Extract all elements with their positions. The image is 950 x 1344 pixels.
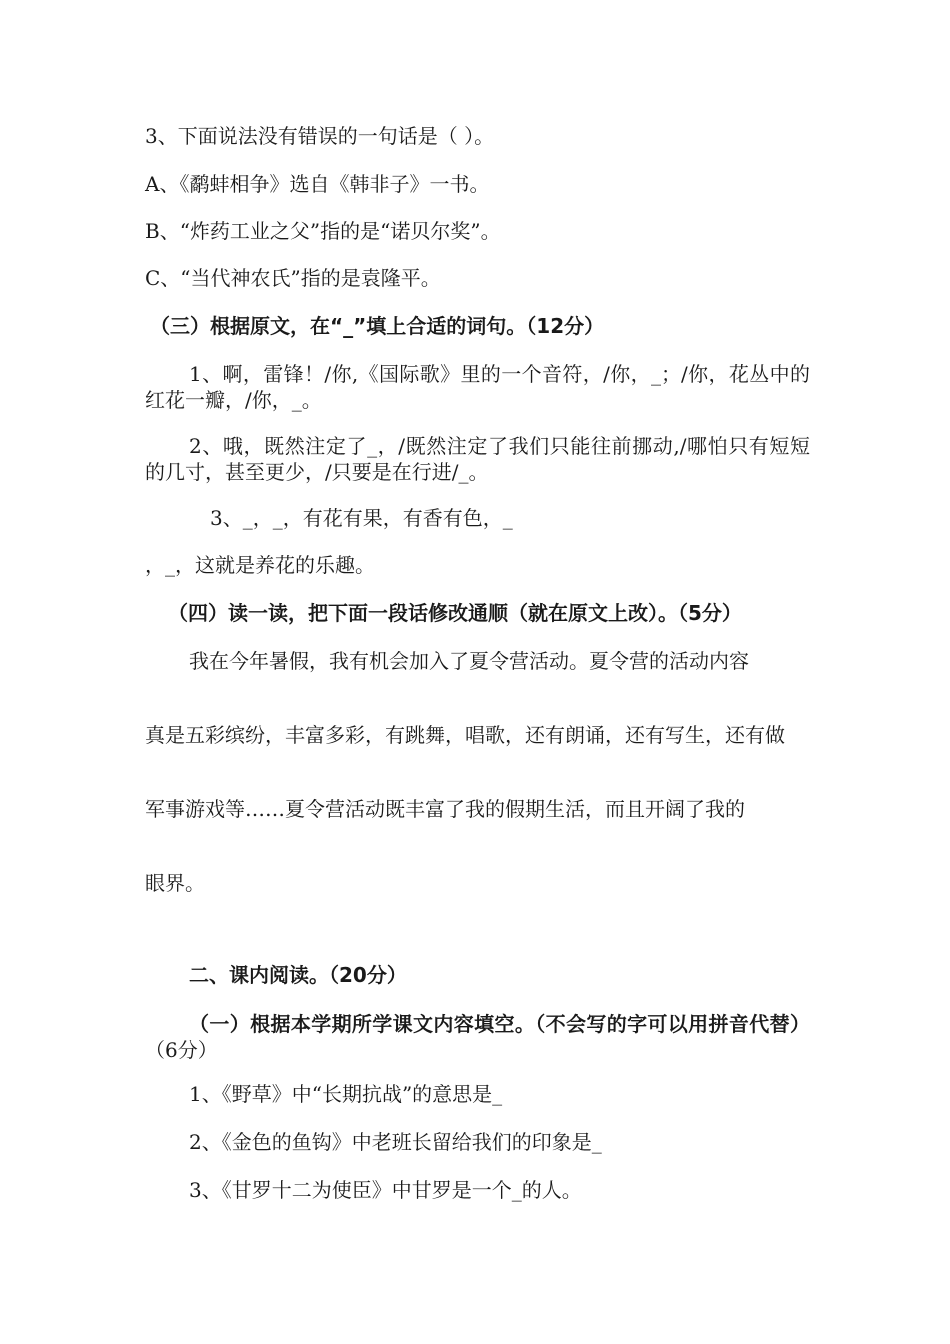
section-3-item-1: 1、啊，雷锋！/你,《国际歌》里的一个音符，/你，_；/你，花丛中的红花一瓣，/你，_。 bbox=[145, 362, 810, 412]
section-4-paragraph-line-4: 眼界。 bbox=[145, 871, 205, 895]
question-3-stem: 3、下面说法没有错误的一句话是（ ）。 bbox=[145, 124, 495, 148]
question-3-option-a: A、《鹬蚌相争》选自《韩非子》一书。 bbox=[145, 172, 490, 196]
section-3-item-2: 2、哦，既然注定了_，/既然注定了我们只能往前挪动,/哪怕只有短短的几寸，甚至更少，/只要是在行进/_。 bbox=[145, 434, 810, 484]
part-2-item-2: 2、《金色的鱼钩》中老班长留给我们的印象是_ bbox=[189, 1130, 602, 1154]
question-3-option-c: C、“当代神农氏”指的是袁隆平。 bbox=[145, 266, 441, 290]
part-2-item-3: 3、《甘罗十二为使臣》中甘罗是一个_的人。 bbox=[189, 1178, 582, 1202]
part-2-section-1-score: （6分） bbox=[145, 1038, 218, 1062]
question-3-option-b: B、“炸药工业之父”指的是“诺贝尔奖”。 bbox=[145, 219, 501, 243]
part-2-section-1-heading bbox=[145, 1011, 810, 1063]
section-4-paragraph-line-1: 我在今年暑假，我有机会加入了夏令营活动。夏令营的活动内容 bbox=[189, 649, 749, 673]
section-4-paragraph-line-3: 军事游戏等……夏令营活动既丰富了我的假期生活，而且开阔了我的 bbox=[145, 797, 745, 821]
section-3-item-3-continued: ，_，这就是养花的乐趣。 bbox=[145, 553, 375, 577]
section-3-heading: （三）根据原文，在“_”填上合适的词句。（12分） bbox=[150, 314, 605, 338]
section-4-paragraph-line-2: 真是五彩缤纷，丰富多彩，有跳舞，唱歌，还有朗诵，还有写生，还有做 bbox=[145, 723, 785, 747]
section-4-heading: （四）读一读，把下面一段话修改通顺（就在原文上改）。（5分） bbox=[168, 601, 742, 625]
part-2-section-1-title: （一）根据本学期所学课文内容填空。（不会写的字可以用拼音代替） bbox=[189, 1012, 810, 1036]
part-2-item-1: 1、《野草》中“长期抗战”的意思是_ bbox=[189, 1082, 503, 1106]
section-3-item-3: 3、_，_，有花有果，有香有色，_ bbox=[210, 506, 513, 530]
part-2-heading: 二、课内阅读。（20分） bbox=[189, 963, 407, 987]
